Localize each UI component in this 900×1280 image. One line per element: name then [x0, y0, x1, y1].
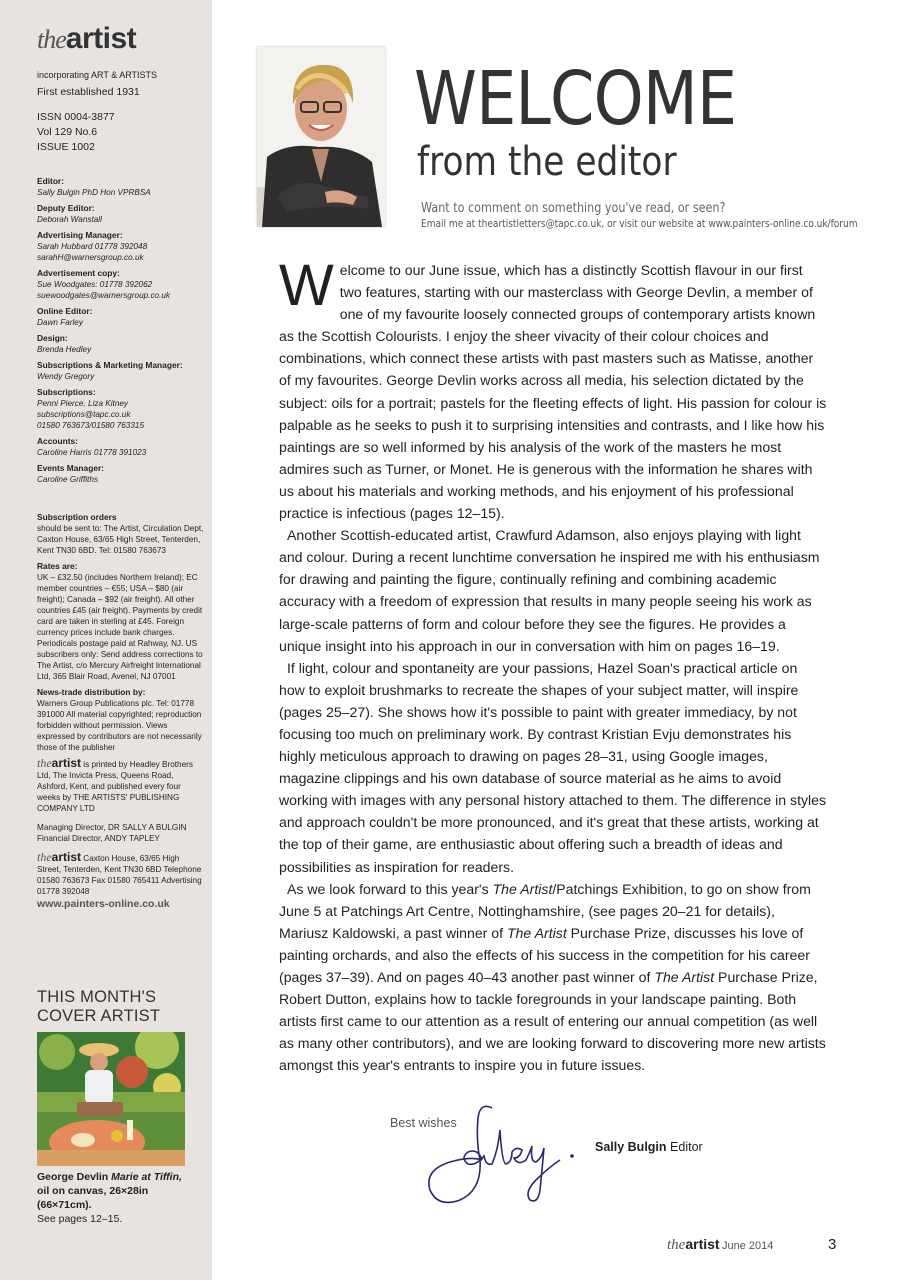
- staff-role: Accounts:: [37, 436, 78, 446]
- staff-detail: Penni Pierce, Liza Kitney: [37, 399, 129, 408]
- address-text: Caxton House, 63/65 High Street, Tenterden, Kent TN30 6BD Telephone 01580 763673 Fax 01580 765411 Advertising 01778 392048: [37, 854, 202, 896]
- inline-logo-2: theartist: [37, 850, 82, 864]
- cover-painting-image: [37, 1032, 185, 1166]
- staff-role: Editor:: [37, 176, 64, 186]
- financial-director: Financial Director, ANDY TAPLEY: [37, 834, 160, 843]
- editorial-body: [279, 253, 827, 1076]
- staff-entry: [37, 436, 205, 458]
- staff-entry: [37, 360, 205, 382]
- staff-detail: Sally Bulgin PhD Hon VPRBSA: [37, 188, 151, 197]
- cover-caption: George Devlin Marie at Tiffin, oil on canvas, 26×28in (66×71cm). See pages 12–15.: [37, 1171, 182, 1225]
- staff-detail: Dawn Farley: [37, 318, 83, 327]
- staff-entry: [37, 230, 205, 263]
- editor-portrait: [257, 47, 385, 227]
- staff-detail: Sue Woodgates: 01778 392062: [37, 280, 153, 289]
- staff-entry: [37, 333, 205, 355]
- staff-role: Deputy Editor:: [37, 203, 95, 213]
- best-wishes: Best wishes: [390, 1116, 457, 1130]
- staff-detail: Sarah Hubbard 01778 392048: [37, 242, 148, 251]
- staff-role: Advertisement copy:: [37, 268, 120, 278]
- subscription-info: [37, 512, 205, 915]
- staff-detail: Caroline Griffiths: [37, 475, 98, 484]
- paragraph-3: If light, colour and spontaneity are your passions, Hazel Soan's practical article on how to exploit brushmarks to recreate the shapes of your subject matter, will inspire (pages 25–27). She shows how it's possible to paint with greater immediacy, by not focusing too much on preliminary work. By contrast Kristian Evju demonstrates his highly meticulous approach to drawing on pages 28–31, using Google images, magazine clippings and his own database of source material as he aims to avoid working with images with any personal history attached to them. The difference in styles and approach couldn't be more pronounced, and it's great that these artists, working at the top of their game, are enthusiastic about offering such a breadth of ideas and possibilities as inspiration for readers.: [279, 659, 827, 875]
- page-number: 3: [828, 1236, 837, 1253]
- established-line: First established 1931: [37, 85, 140, 98]
- staff-list: [37, 176, 205, 490]
- staff-detail: sarahH@warnersgroup.co.uk: [37, 253, 144, 262]
- printed-text: is printed by Headley Brothers Ltd, The Invicta Press, Queens Road, Ashford, Kent, and published every four weeks by THE ARTISTS' PUBLISHING COMPANY LTD: [37, 760, 193, 813]
- staff-entry: [37, 387, 205, 431]
- masthead-meta: [37, 70, 205, 155]
- staff-entry: [37, 306, 205, 328]
- editor-name: Sally Bulgin Editor: [595, 1140, 703, 1154]
- newstrade-text: Warners Group Publications plc. Tel: 01778 391000 All material copyrighted; reproduction forbidden without permission. Views expressed by contributors are not necessarily those of the publisher: [37, 699, 202, 752]
- staff-detail: suewoodgates@warnersgroup.co.uk: [37, 291, 171, 300]
- rates-text: UK – £32.50 (includes Northern Ireland); EC member countries – €55; USA – $80 (air freight); Canada – $92 (air freight). All other countries £45 (air freight). Payments by credit card are taken in sterling at £45. Foreign currency prices include bank charges. Periodicals postage paid at Rahway, NJ. US subscribers only: Send address corrections to The Artist, c/o Mercury Airfreight International Ltd, 365 Blair Road, Avenel, NJ 07001: [37, 573, 203, 681]
- masthead-logo: theartist: [37, 22, 137, 55]
- staff-entry: [37, 268, 205, 301]
- issn: ISSN 0004-3877: [37, 111, 115, 123]
- staff-role: Advertising Manager:: [37, 230, 123, 240]
- editor-signature: [420, 1100, 590, 1210]
- staff-detail: Caroline Harris 01778 391023: [37, 448, 147, 457]
- paragraph-1: Welcome to our June issue, which has a distinctly Scottish flavour in our first two features, starting with our masterclass with George Devlin, a member of one of my favourite loosely connected groups of contemporary artists known as the Scottish Colourists. I enjoy the sheer vivacity of their colour choices and combinations, which connect these artists with past masters such as Matisse, another of my favourites. George Devlin works across all media, his selection dictated by the subject: oils for a portrait; pastels for the fleeting effects of light. His passion for colour is palpable as he seeks to push it to surprising intensities and contrasts, and I like how his paintings are so well informed by his analysis of the work of the masters he most admires such as Turner, or Monet. He is generous with the information he shares with us about his materials and working methods, and his enjoyment of his professional practice is infectious (pages 12–15).: [279, 253, 827, 522]
- paragraph-2: Another Scottish-educated artist, Crawfurd Adamson, also enjoys playing with light and colour. During a recent lunchtime conversation he inspired me with his enthusiasm for drawing and painting the figure, continually refining and combining academic accuracy with a freedom of expression that results in many people seeing his work as large-scale patterns of form and colour before they see the figures. He provides a unique insight into his approach in our in conversation with him on pages 16–19.: [279, 527, 820, 654]
- staff-entry: [37, 176, 205, 198]
- footer-date: June 2014: [722, 1240, 774, 1252]
- website-link[interactable]: www.painters-online.co.uk: [37, 898, 170, 910]
- masthead-sidebar: [0, 0, 212, 1280]
- staff-role: Online Editor:: [37, 306, 93, 316]
- staff-role: Subscriptions:: [37, 387, 96, 397]
- cover-artist-heading: THIS MONTH'S COVER ARTIST: [37, 988, 161, 1025]
- inline-logo: theartist: [37, 756, 82, 770]
- staff-role: Events Manager:: [37, 463, 105, 473]
- staff-entry: [37, 463, 205, 485]
- issue-number: ISSUE 1002: [37, 141, 95, 153]
- footer-logo: theartist: [667, 1236, 720, 1253]
- staff-detail: subscriptions@tapc.co.uk: [37, 410, 131, 419]
- incorporating-line: incorporating ART & ARTISTS: [37, 70, 158, 80]
- staff-entry: [37, 203, 205, 225]
- paragraph-4: As we look forward to this year's The Artist/Patchings Exhibition, to go on show from June 5 at Patchings Art Centre, Nottinghamshire, (see pages 20–21 for details), Mariusz Kaldowski, a past winner of The Artist Purchase Prize, discusses his love of painting orchards, and also the effects of his success in the competition for his career (pages 37–39). And on pages 40–43 another past winner of The Artist Purchase Prize, Robert Dutton, explains how to tackle foregrounds in your landscape painting. Both artists first came to our attention as a result of entering our annual competition (as well as many other contributors), and we are looking forward to discovering more new artists amongst this year's entrants to inspire you in future issues.: [279, 880, 826, 1074]
- staff-detail: Deborah Wanstall: [37, 215, 102, 224]
- comment-email-line[interactable]: Email me at theartistletters@tapc.co.uk, or visit our website at www.painters-online.co.uk/forum: [421, 218, 858, 230]
- drop-cap: W: [279, 253, 334, 318]
- subs-orders-text: should be sent to: The Artist, Circulation Dept, Caxton House, 63/65 High Street, Tenterden, Kent TN30 6BD. Tel: 01580 763673: [37, 524, 204, 555]
- page-subtitle: from the editor: [417, 139, 677, 185]
- comment-prompt: Want to comment on something you've read, or seen?: [421, 201, 726, 216]
- page-title: WELCOME: [414, 56, 737, 142]
- staff-detail: Brenda Hedley: [37, 345, 92, 354]
- staff-role: Design:: [37, 333, 68, 343]
- staff-detail: 01580 763673/01580 763315: [37, 421, 145, 430]
- managing-director: Managing Director, DR SALLY A BULGIN: [37, 823, 187, 832]
- staff-role: Subscriptions & Marketing Manager:: [37, 360, 183, 370]
- staff-detail: Wendy Gregory: [37, 372, 95, 381]
- subs-orders-label: Subscription orders: [37, 512, 117, 522]
- newstrade-label: News-trade distribution by:: [37, 687, 146, 697]
- volume: Vol 129 No.6: [37, 126, 98, 138]
- rates-label: Rates are:: [37, 561, 78, 571]
